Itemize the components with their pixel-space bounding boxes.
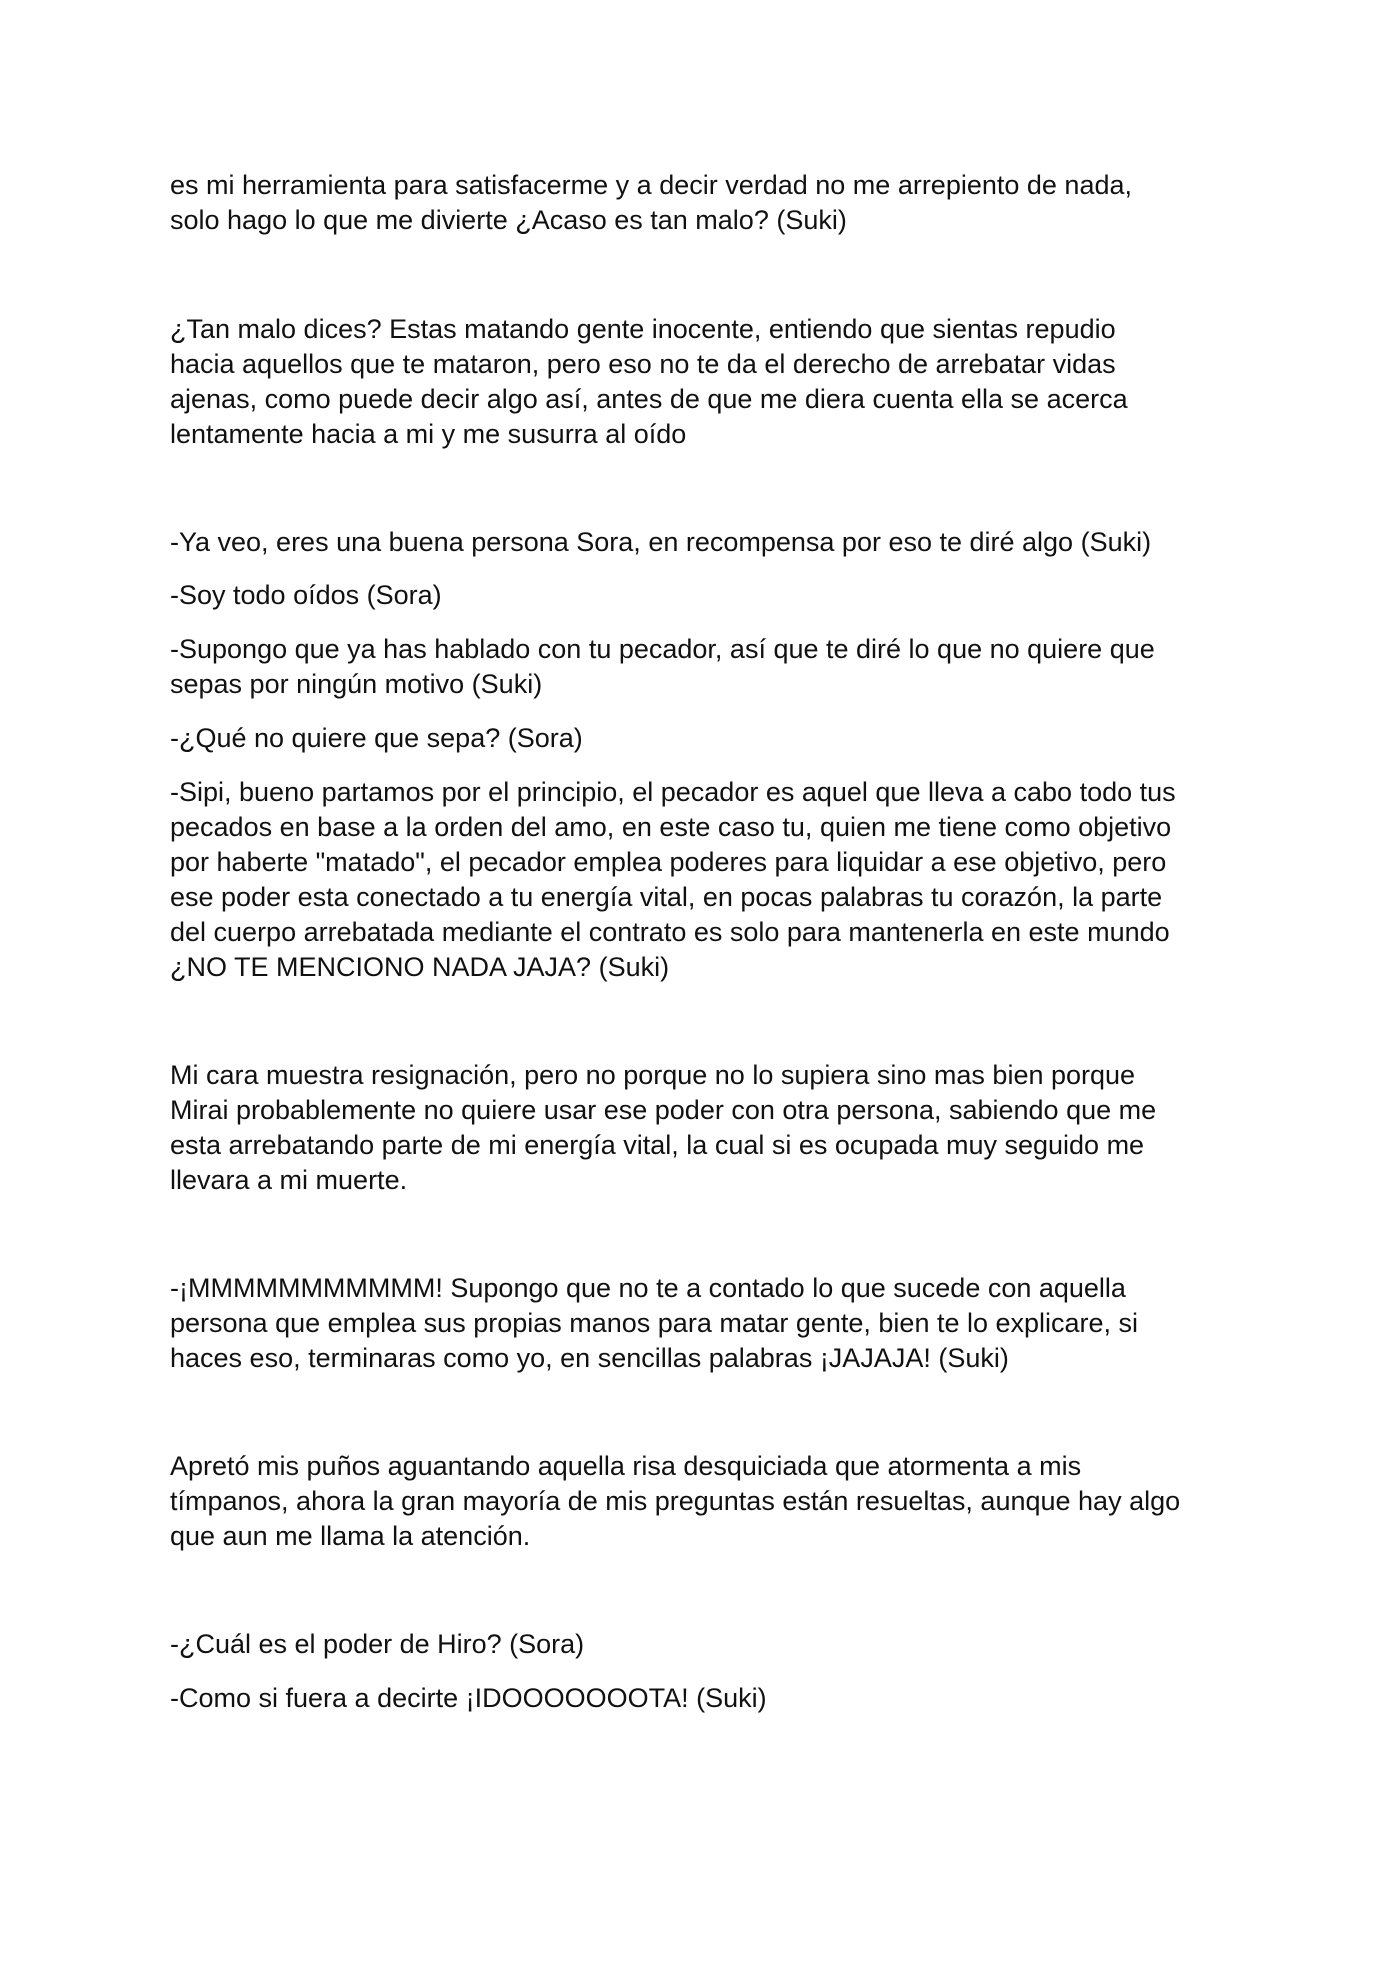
text-line: -¡MMMMMMMMMMM! Supongo que no te a contado lo que sucede con aquella [170, 1273, 1126, 1303]
text-line: por haberte "matado", el pecador emplea poderes para liquidar a ese objetivo, pero [170, 847, 1167, 877]
text-line: -¿Qué no quiere que sepa? (Sora) [170, 723, 583, 753]
text-line: Apretó mis puños aguantando aquella risa desquiciada que atormenta a mis [170, 1451, 1082, 1481]
dialogue-soy-todo-oidos [170, 578, 1240, 613]
paragraph-resignacion [170, 1058, 1240, 1198]
text-line: que aun me llama la atención. [170, 1521, 531, 1551]
text-line: haces eso, terminaras como yo, en sencillas palabras ¡JAJAJA! (Suki) [170, 1343, 1009, 1373]
text-line: es mi herramienta para satisfacerme y a decir verdad no me arrepiento de nada, [170, 170, 1132, 200]
dialogue-que-no-quiere [170, 721, 1240, 756]
text-line: esta arrebatando parte de mi energía vital, la cual si es ocupada muy seguido me [170, 1130, 1145, 1160]
text-line: llevara a mi muerte. [170, 1165, 408, 1195]
text-line: hacia aquellos que te mataron, pero eso no te da el derecho de arrebatar vidas [170, 349, 1116, 379]
text-line: solo hago lo que me divierte ¿Acaso es tan malo? (Suki) [170, 205, 847, 235]
text-line: pecados en base a la orden del amo, en este caso tu, quien me tiene como objetivo [170, 812, 1172, 842]
text-line: del cuerpo arrebatada mediante el contrato es solo para mantenerla en este mundo [170, 917, 1170, 947]
dialogue-idoooota [170, 1681, 1240, 1716]
text-line: ¿Tan malo dices? Estas matando gente inocente, entiendo que sientas repudio [170, 314, 1116, 344]
text-line: lentamente hacia a mi y me susurra al oído [170, 419, 687, 449]
paragraph-suki-tool [170, 168, 1240, 238]
dialogue-poder-hiro [170, 1627, 1240, 1662]
dialogue-sipi-explicacion [170, 775, 1240, 985]
text-line: -Supongo que ya has hablado con tu pecador, así que te diré lo que no quiere que [170, 634, 1155, 664]
paragraph-apreto-punos [170, 1449, 1240, 1554]
text-line: -Ya veo, eres una buena persona Sora, en recompensa por eso te diré algo (Suki) [170, 527, 1152, 557]
text-line: tímpanos, ahora la gran mayoría de mis preguntas están resueltas, aunque hay algo [170, 1486, 1181, 1516]
text-line: -¿Cuál es el poder de Hiro? (Sora) [170, 1629, 585, 1659]
text-line: -Como si fuera a decirte ¡IDOOOOOOOTA! (Suki) [170, 1683, 767, 1713]
dialogue-supongo-pecador [170, 632, 1240, 702]
text-line: ajenas, como puede decir algo así, antes de que me diera cuenta ella se acerca [170, 384, 1128, 414]
paragraph-tan-malo [170, 312, 1240, 452]
text-line: persona que emplea sus propias manos para matar gente, bien te lo explicare, si [170, 1308, 1139, 1338]
text-line: -Soy todo oídos (Sora) [170, 580, 442, 610]
text-line: Mirai probablemente no quiere usar ese poder con otra persona, sabiendo que me [170, 1095, 1157, 1125]
text-line: Mi cara muestra resignación, pero no porque no lo supiera sino mas bien porque [170, 1060, 1136, 1090]
text-line: sepas por ningún motivo (Suki) [170, 669, 543, 699]
dialogue-mmmmm [170, 1271, 1240, 1376]
text-line: -Sipi, bueno partamos por el principio, el pecador es aquel que lleva a cabo todo tus [170, 777, 1176, 807]
text-line: ¿NO TE MENCIONO NADA JAJA? (Suki) [170, 952, 670, 982]
text-line: ese poder esta conectado a tu energía vital, en pocas palabras tu corazón, la parte [170, 882, 1163, 912]
dialogue-ya-veo [170, 525, 1240, 560]
